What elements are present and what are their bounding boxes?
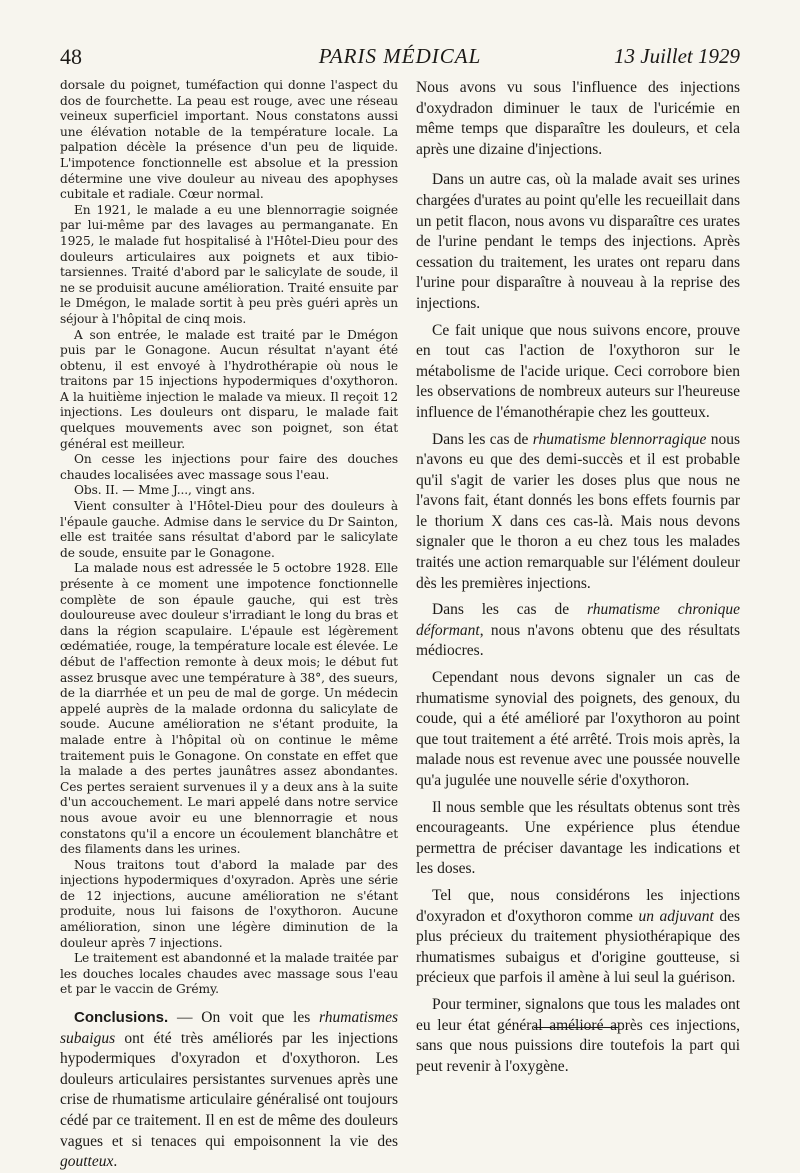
body-text: des plus précieux du traitement physiothérapique des rhumatismes subaigus et d'origine goutteuse, si précieux que parfois il amène à lui seul la guérison. — [416, 907, 740, 987]
case-paragraph: dorsale du poignet, tuméfaction qui donne l'aspect du dos de fourchette. La peau est rouge, avec une réseau veineux superficiel important. Nous constatons aussi une élévation notable de la température locale. La palpation décèle la présence d'un peu de liquide. L'impotence fonctionnelle est absolue et la pression détermine une vive douleur au niveau des apophyses cubitale et radiale. Cœur normal. — [60, 78, 398, 202]
body-emphasis: rhumatisme blennorragique — [532, 430, 707, 448]
body-text: nous n'avons eu que des demi-succès et il est probable qu'il s'agit de varier les doses plus que nous ne l'avons fait, étant donnés les bons effets fournis par le thorium X dans ces cas-là. Mais nous devons signaler que le thoron a eu chez tous les malades traités une action remarquable sur l'élément douleur dès les premières injections. — [416, 430, 740, 592]
body-text: Dans les cas de — [432, 430, 533, 448]
running-header — [60, 44, 740, 78]
body-paragraph: Nous avons vu sous l'influence des injections d'oxydradon diminuer le taux de l'uricémie en même temps que disparaître les douleurs, et cela après une dizaine d'injections. — [416, 79, 740, 158]
left-column — [60, 78, 398, 1173]
conclusions-text: ont été très améliorés par les injections hypodermiques d'oxyradon et d'oxythoron. Les douleurs articulaires persistantes survenues après une crise de rhumatisme articulaire généralisé ont toujours cédé par ce traitement. Il en est de même des douleurs vagues et si tenaces qui empoisonnent la vie des — [60, 1029, 398, 1150]
observation-heading: Obs. II. — Mme J..., vingt ans. — [74, 483, 256, 498]
conclusions-text: . — [113, 1153, 118, 1171]
end-rule — [534, 1027, 618, 1028]
conclusions-emphasis: rhumatismes subaigus — [60, 1009, 398, 1047]
body-text: Dans les cas de — [432, 601, 587, 619]
conclusions-heading: Conclusions. — [74, 1009, 169, 1027]
case-paragraph: La malade nous est adressée le 5 octobre 1928. Elle présente à ce moment une impotence fonctionnelle complète de son épaule gauche, qui est très douloureuse avec douleur s'irradiant le long du bras et dans la région scapulaire. L'épaule est légèrement œdématiée, rouge, la température locale est élevée. Le début de l'affection remonte à deux mois; le début fut assez brusque avec une température à 38°, des sueurs, de la diarrhée et un peu de mal de gorge. Un médecin appelé auprès de la malade ordonna du salicylate de soude. Aucune amélioration ne s'étant produite, la malade entre à l'hôpital où on continue le même traitement puis le Gonagone. On constate en effet que la malade a des pertes jaunâtres assez abondantes. Ces pertes seraient survenues il y a deux ans à la suite d'un accouchement. Le mari appelé dans notre service nous avoue avoir eu une blennorragie et nous constatons qu'il a encore un écoulement blanchâtre et des filaments dans les urines. — [60, 561, 398, 857]
body-emphasis: un adjuvant — [638, 907, 714, 925]
case-paragraph: A son entrée, le malade est traité par le Dmégon puis par le Gonagone. Aucun résultat n'ayant été obtenu, il est envoyé à l'hydrothérapie où nous le traitons par 15 injections hypodermiques d'oxythoron. A la huitième injection le malade va mieux. Il reçoit 12 injections. Les douleurs ont disparu, le malade fait quelques mouvements avec son poignet, son état général est meilleur. — [60, 327, 398, 451]
conclusions-text: — On voit que les — [168, 1009, 320, 1027]
body-text: Tel que, nous considérons les injections d'oxyradon et d'oxythoron comme — [416, 886, 740, 925]
case-paragraph: Vient consulter à l'Hôtel-Dieu pour des douleurs à l'épaule gauche. Admise dans le service du Dr Sainton, elle est traitée sans résultat d'abord par le salicylate de soude, ensuite par le Gonagone. — [60, 499, 398, 560]
body-paragraph — [416, 600, 740, 662]
issue-date: 13 Juillet 1929 — [614, 44, 740, 68]
conclusions-emphasis: goutteux — [60, 1153, 114, 1171]
body-emphasis: rhumatisme chronique déformant — [416, 601, 741, 639]
body-paragraph: Cependant nous devons signaler un cas de rhumatisme synovial des poignets, des genoux, du coude, qui a été amélioré par l'oxythoron au point que tout traitement a été arrêté. Trois mois après, la malade nous est revenue avec une poussée nouvelle qu'a jugulée une nouvelle série d'oxythoron. — [416, 669, 740, 789]
body-paragraph: Ce fait unique que nous suivons encore, prouve en tout cas l'action de l'oxythoron sur le métabolisme de l'acide urique. Ceci corrobore bien les observations de nombreux auteurs sur l'heureuse influence de l'émanothérapie chez les goutteux. — [416, 321, 740, 421]
page-number: 48 — [60, 44, 82, 69]
body-paragraph: Il nous semble que les résultats obtenus sont très encourageants. Une expérience plus étendue permettra de préciser davantage les indications et les doses. — [416, 798, 740, 878]
conclusions-paragraph — [60, 1008, 398, 1173]
case-report — [60, 78, 398, 998]
case-paragraph: Nous traitons tout d'abord la malade par des injections hypodermiques d'oxyradon. Après une série de 12 injections, aucune amélioration ne s'étant produite, nous lui faisons de l'oxythoron. Aucune amélioration, sinon une légère diminution de la douleur après 7 injections. — [60, 857, 398, 950]
body-paragraph — [416, 886, 740, 989]
body-paragraph — [416, 430, 740, 595]
body-paragraph: Pour terminer, signalons que tous les malades ont eu leur état général amélioré après ces injections, sans que nous puissions dire toutefois la part qui peut revenir à l'oxygène. — [416, 995, 740, 1075]
case-paragraph: Le traitement est abandonné et la malade traitée par les douches locales chaudes avec massage sous l'eau et par le vaccin de Grémy. — [60, 951, 398, 997]
case-paragraph: On cesse les injections pour faire des douches chaudes localisées avec massage sous l'eau. — [60, 452, 398, 482]
journal-title: PARIS MÉDICAL — [318, 44, 482, 68]
right-column — [416, 78, 740, 1083]
body-paragraph: Dans un autre cas, où la malade avait ses urines chargées d'urates au point qu'elle les recueillait dans un petit flacon, nous avons vu disparaître ces urates de l'urine pendant le temps des injections. Après cessation du traitement, les urates ont reparu dans l'urine pour disparaître à nouveau à la reprise des injections. — [416, 171, 740, 312]
case-paragraph: En 1921, le malade a eu une blennorragie soignée par lui-même par des lavages au permanganate. En 1925, le malade fut hospitalisé à l'Hôtel-Dieu pour des douleurs articulaires aux poignets et aux tibio-tarsiennes. Traité d'abord par le salicylate de soude, il ne se produisit aucune amélioration. Traité ensuite par le Dmégon, le malade sortit à peu près guéri après un séjour à l'hôpital de cinq mois. — [60, 202, 398, 326]
body-text: , nous n'avons obtenu que des résultats médiocres. — [416, 621, 740, 660]
